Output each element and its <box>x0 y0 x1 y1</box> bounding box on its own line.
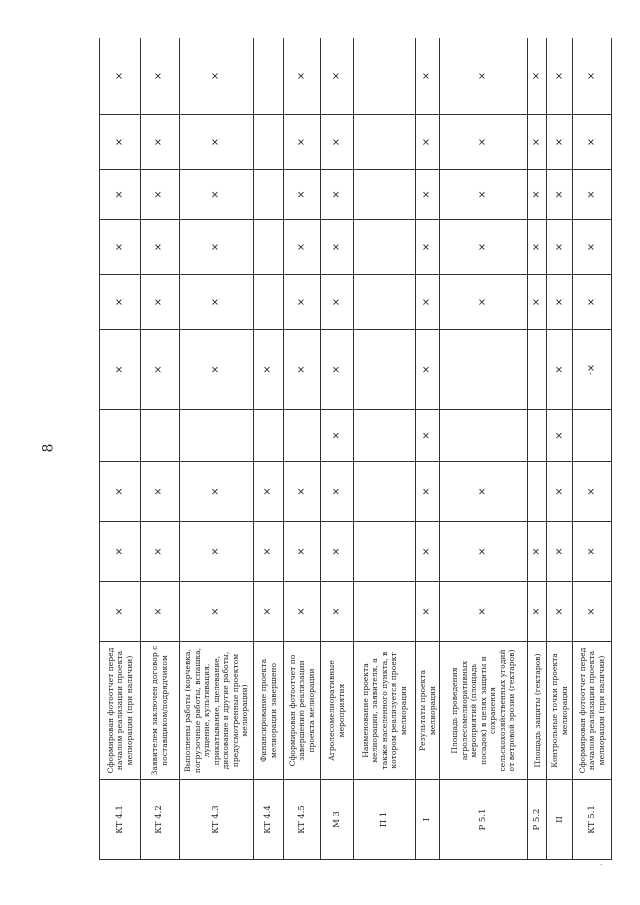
mark-cell <box>354 115 416 170</box>
mark-cell: × <box>320 38 353 115</box>
row-description: Площадь проведения агролесомелиоративных мероприятий (площадь посадок) в целях защиты и сохранения сельскохозяйственных угодий от ветровой эрозии (гектаров) <box>439 642 527 780</box>
mark-cell: × <box>100 38 141 115</box>
mark-cell: × <box>320 582 353 642</box>
mark-cell: × <box>320 330 353 410</box>
mark-cell: × <box>284 220 321 275</box>
mark-cell: × <box>416 582 440 642</box>
mark-cell: × <box>573 582 612 642</box>
mark-cell <box>254 275 284 330</box>
mark-cell <box>254 410 284 462</box>
mark-cell <box>354 220 416 275</box>
mark-cell: × <box>439 582 527 642</box>
mark-cell: × <box>179 522 254 582</box>
mark-cell: × <box>439 38 527 115</box>
mark-cell: × <box>140 38 179 115</box>
mark-cell: × <box>254 330 284 410</box>
mark-cell: × <box>573 115 612 170</box>
mark-cell: × <box>140 220 179 275</box>
mark-cell <box>254 115 284 170</box>
mark-cell: × <box>416 115 440 170</box>
mark-cell: × <box>528 170 547 220</box>
mark-cell <box>354 170 416 220</box>
mark-cell: × <box>320 522 353 582</box>
table-row <box>354 38 416 860</box>
mark-cell: × <box>547 220 573 275</box>
mark-cell: × <box>573 170 612 220</box>
mark-cell <box>254 38 284 115</box>
row-description: Наименование проекта мелиорации, заявителя, а также населенного пункта, в котором реализуется проект мелиорации <box>354 642 416 780</box>
mark-cell: × <box>254 522 284 582</box>
mark-cell <box>354 582 416 642</box>
mark-cell: × <box>547 522 573 582</box>
rotated-table-frame <box>99 38 612 860</box>
mark-cell: × <box>573 275 612 330</box>
mark-cell: × <box>100 115 141 170</box>
row-code: II <box>547 780 573 860</box>
mark-cell: × <box>547 115 573 170</box>
row-code: П 1 <box>354 780 416 860</box>
mark-cell <box>439 410 527 462</box>
row-code: КТ 4.1 <box>100 780 141 860</box>
mark-cell: × <box>416 170 440 220</box>
table-row <box>140 38 179 860</box>
mark-cell: × <box>528 582 547 642</box>
mark-cell: × <box>439 220 527 275</box>
mark-cell: × <box>528 115 547 170</box>
row-description: Финансирование проекта мелиорации завершено <box>254 642 284 780</box>
mark-cell: × <box>320 275 353 330</box>
mark-cell: × <box>284 330 321 410</box>
mark-cell: × <box>320 410 353 462</box>
mark-cell: ·× <box>573 330 612 410</box>
mark-cell: × <box>284 582 321 642</box>
row-description: Выполнены работы (корчевка, погрузочные работы, вспашка, лущение, культивация, прикатывание, щелевание, дискование и другие работы, предусмотренные проектом мелиорации) <box>179 642 254 780</box>
mark-cell <box>254 220 284 275</box>
row-code: Р 5.2 <box>528 780 547 860</box>
mark-cell: × <box>528 38 547 115</box>
mark-cell: × <box>100 275 141 330</box>
mark-cell: × <box>179 462 254 522</box>
mark-cell <box>140 410 179 462</box>
mark-cell: × <box>547 38 573 115</box>
project-table <box>99 38 612 860</box>
row-description: Заявителем заключен договор с поставщиком/подрядчиком <box>140 642 179 780</box>
mark-cell: × <box>547 582 573 642</box>
mark-cell: × <box>547 410 573 462</box>
mark-cell: × <box>528 522 547 582</box>
mark-cell: × <box>100 522 141 582</box>
table-row <box>254 38 284 860</box>
mark-cell: × <box>416 275 440 330</box>
table-row <box>320 38 353 860</box>
mark-cell: × <box>573 220 612 275</box>
mark-cell <box>573 410 612 462</box>
row-code: КТ 4.3 <box>179 780 254 860</box>
mark-cell: × <box>320 170 353 220</box>
row-description: Площадь защиты (гектаров) <box>528 642 547 780</box>
row-description: Результаты проекта мелиорации <box>416 642 440 780</box>
mark-cell: × <box>100 170 141 220</box>
table-row <box>573 38 612 860</box>
table-row <box>439 38 527 860</box>
row-code: КТ 4.4 <box>254 780 284 860</box>
mark-cell: × <box>439 275 527 330</box>
mark-cell <box>528 410 547 462</box>
mark-cell <box>284 410 321 462</box>
mark-cell <box>354 38 416 115</box>
mark-cell <box>354 330 416 410</box>
mark-cell: × <box>284 522 321 582</box>
table-row <box>284 38 321 860</box>
row-description: Сформирован фотоотчет перед началом реализации проекта мелиорации (при наличии) <box>573 642 612 780</box>
mark-cell: × <box>439 462 527 522</box>
row-code: КТ 4.5 <box>284 780 321 860</box>
mark-cell: × <box>284 275 321 330</box>
mark-cell <box>254 170 284 220</box>
mark-cell: × <box>254 582 284 642</box>
mark-cell: × <box>140 522 179 582</box>
rotated-table <box>99 38 612 860</box>
row-description: Агролесомелиоративные мероприятия <box>320 642 353 780</box>
mark-cell: × <box>416 38 440 115</box>
mark-cell: × <box>100 582 141 642</box>
mark-cell <box>354 522 416 582</box>
row-code: Р 5.1 <box>439 780 527 860</box>
mark-cell <box>439 330 527 410</box>
mark-cell: × <box>179 115 254 170</box>
row-description: Сформирован фотоотчет перед началом реализации проекта мелиорации (при наличии) <box>100 642 141 780</box>
mark-cell: × <box>140 582 179 642</box>
mark-cell <box>179 410 254 462</box>
mark-cell <box>100 410 141 462</box>
mark-cell <box>354 275 416 330</box>
mark-cell: × <box>547 330 573 410</box>
mark-cell: × <box>179 38 254 115</box>
mark-cell: × <box>140 330 179 410</box>
mark-cell: × <box>528 220 547 275</box>
mark-cell: × <box>439 522 527 582</box>
mark-cell <box>528 330 547 410</box>
mark-cell: × <box>179 170 254 220</box>
mark-cell: × <box>284 38 321 115</box>
mark-cell: × <box>320 115 353 170</box>
mark-cell: × <box>284 170 321 220</box>
mark-cell: × <box>573 522 612 582</box>
row-code: М 3 <box>320 780 353 860</box>
mark-cell: × <box>140 170 179 220</box>
mark-cell: × <box>416 330 440 410</box>
row-description: Сформирован фотоотчет по завершению реализации проекта мелиорации <box>284 642 321 780</box>
mark-cell: × <box>416 220 440 275</box>
mark-cell: × <box>573 38 612 115</box>
table-row <box>179 38 254 860</box>
row-code: I <box>416 780 440 860</box>
mark-cell: × <box>416 410 440 462</box>
mark-cell: × <box>100 220 141 275</box>
mark-cell: × <box>439 170 527 220</box>
mark-cell: × <box>439 115 527 170</box>
mark-cell: × <box>140 115 179 170</box>
mark-cell: × <box>284 462 321 522</box>
mark-cell: × <box>320 462 353 522</box>
mark-cell: × <box>573 462 612 522</box>
mark-cell: × <box>416 462 440 522</box>
mark-cell: × <box>284 115 321 170</box>
mark-cell: × <box>100 330 141 410</box>
footer-mark: . <box>600 858 603 867</box>
mark-cell: × <box>416 522 440 582</box>
mark-cell: × <box>100 462 141 522</box>
mark-cell: × <box>320 220 353 275</box>
mark-cell: × <box>179 275 254 330</box>
mark-cell <box>354 462 416 522</box>
table-row <box>528 38 547 860</box>
mark-cell: × <box>547 462 573 522</box>
mark-cell: × <box>140 462 179 522</box>
mark-cell: × <box>179 330 254 410</box>
mark-cell: × <box>547 275 573 330</box>
row-code: КТ 4.2 <box>140 780 179 860</box>
table-row <box>547 38 573 860</box>
mark-cell: × <box>547 170 573 220</box>
mark-cell: × <box>528 275 547 330</box>
mark-cell <box>354 410 416 462</box>
page-number: 8 <box>40 443 57 453</box>
mark-cell: × <box>179 220 254 275</box>
mark-cell: × <box>179 582 254 642</box>
mark-cell <box>528 462 547 522</box>
table-row <box>416 38 440 860</box>
table-row <box>100 38 141 860</box>
mark-cell: × <box>254 462 284 522</box>
row-code: КТ 5.1 <box>573 780 612 860</box>
row-description: Контрольные точки проекта мелиорации <box>547 642 573 780</box>
mark-cell: × <box>140 275 179 330</box>
